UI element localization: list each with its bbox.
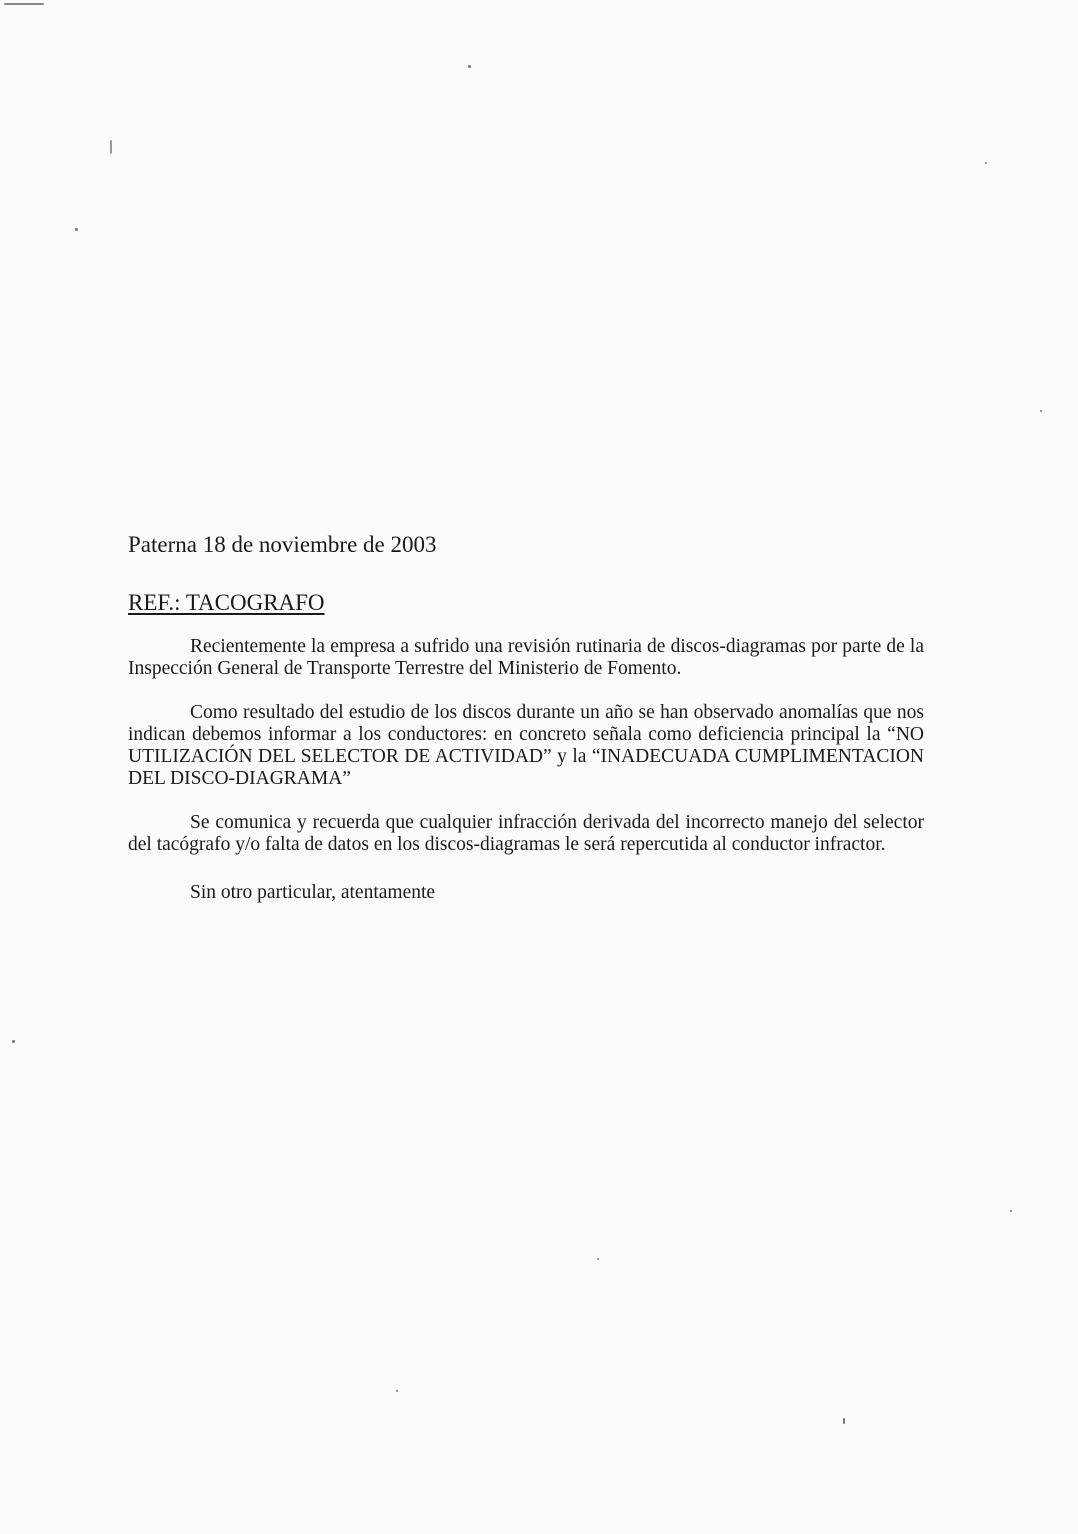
scan-speck xyxy=(110,140,112,154)
scan-speck xyxy=(12,1040,15,1043)
scan-speck xyxy=(396,1390,398,1392)
scan-speck xyxy=(75,228,78,231)
letter-closing: Sin otro particular, atentamente xyxy=(190,882,436,903)
scan-speck xyxy=(468,65,471,68)
scan-speck xyxy=(1010,1210,1012,1212)
letter-reference: REF.: TACOGRAFO xyxy=(128,590,325,615)
letter-body xyxy=(128,530,924,904)
letter-date: Paterna 18 de noviembre de 2003 xyxy=(128,532,437,557)
scan-speck xyxy=(843,1418,845,1424)
letter-paragraph: Como resultado del estudio de los discos durante un año se han observado anomalías que nos indican debemos informar a los conductores: en concreto señala como deficiencia principal la “NO UTILIZACIÓN DEL SELECTOR DE ACTIVIDAD” y la “INADECUADA CUMPLIMENTACION DEL DISCO-DIAGRAMA” xyxy=(128,702,924,789)
scan-speck xyxy=(985,162,987,164)
letter-paragraph: Recientemente la empresa a sufrido una revisión rutinaria de discos-diagramas por parte de la Inspección General de Transporte Terrestre del Ministerio de Fomento. xyxy=(128,636,924,679)
scan-speck xyxy=(4,3,44,5)
scan-speck xyxy=(597,1258,599,1260)
letter-paragraph: Se comunica y recuerda que cualquier infracción derivada del incorrecto manejo del selector del tacógrafo y/o falta de datos en los discos-diagramas le será repercutida al conductor infractor. xyxy=(128,812,924,855)
scan-speck xyxy=(1040,410,1042,412)
